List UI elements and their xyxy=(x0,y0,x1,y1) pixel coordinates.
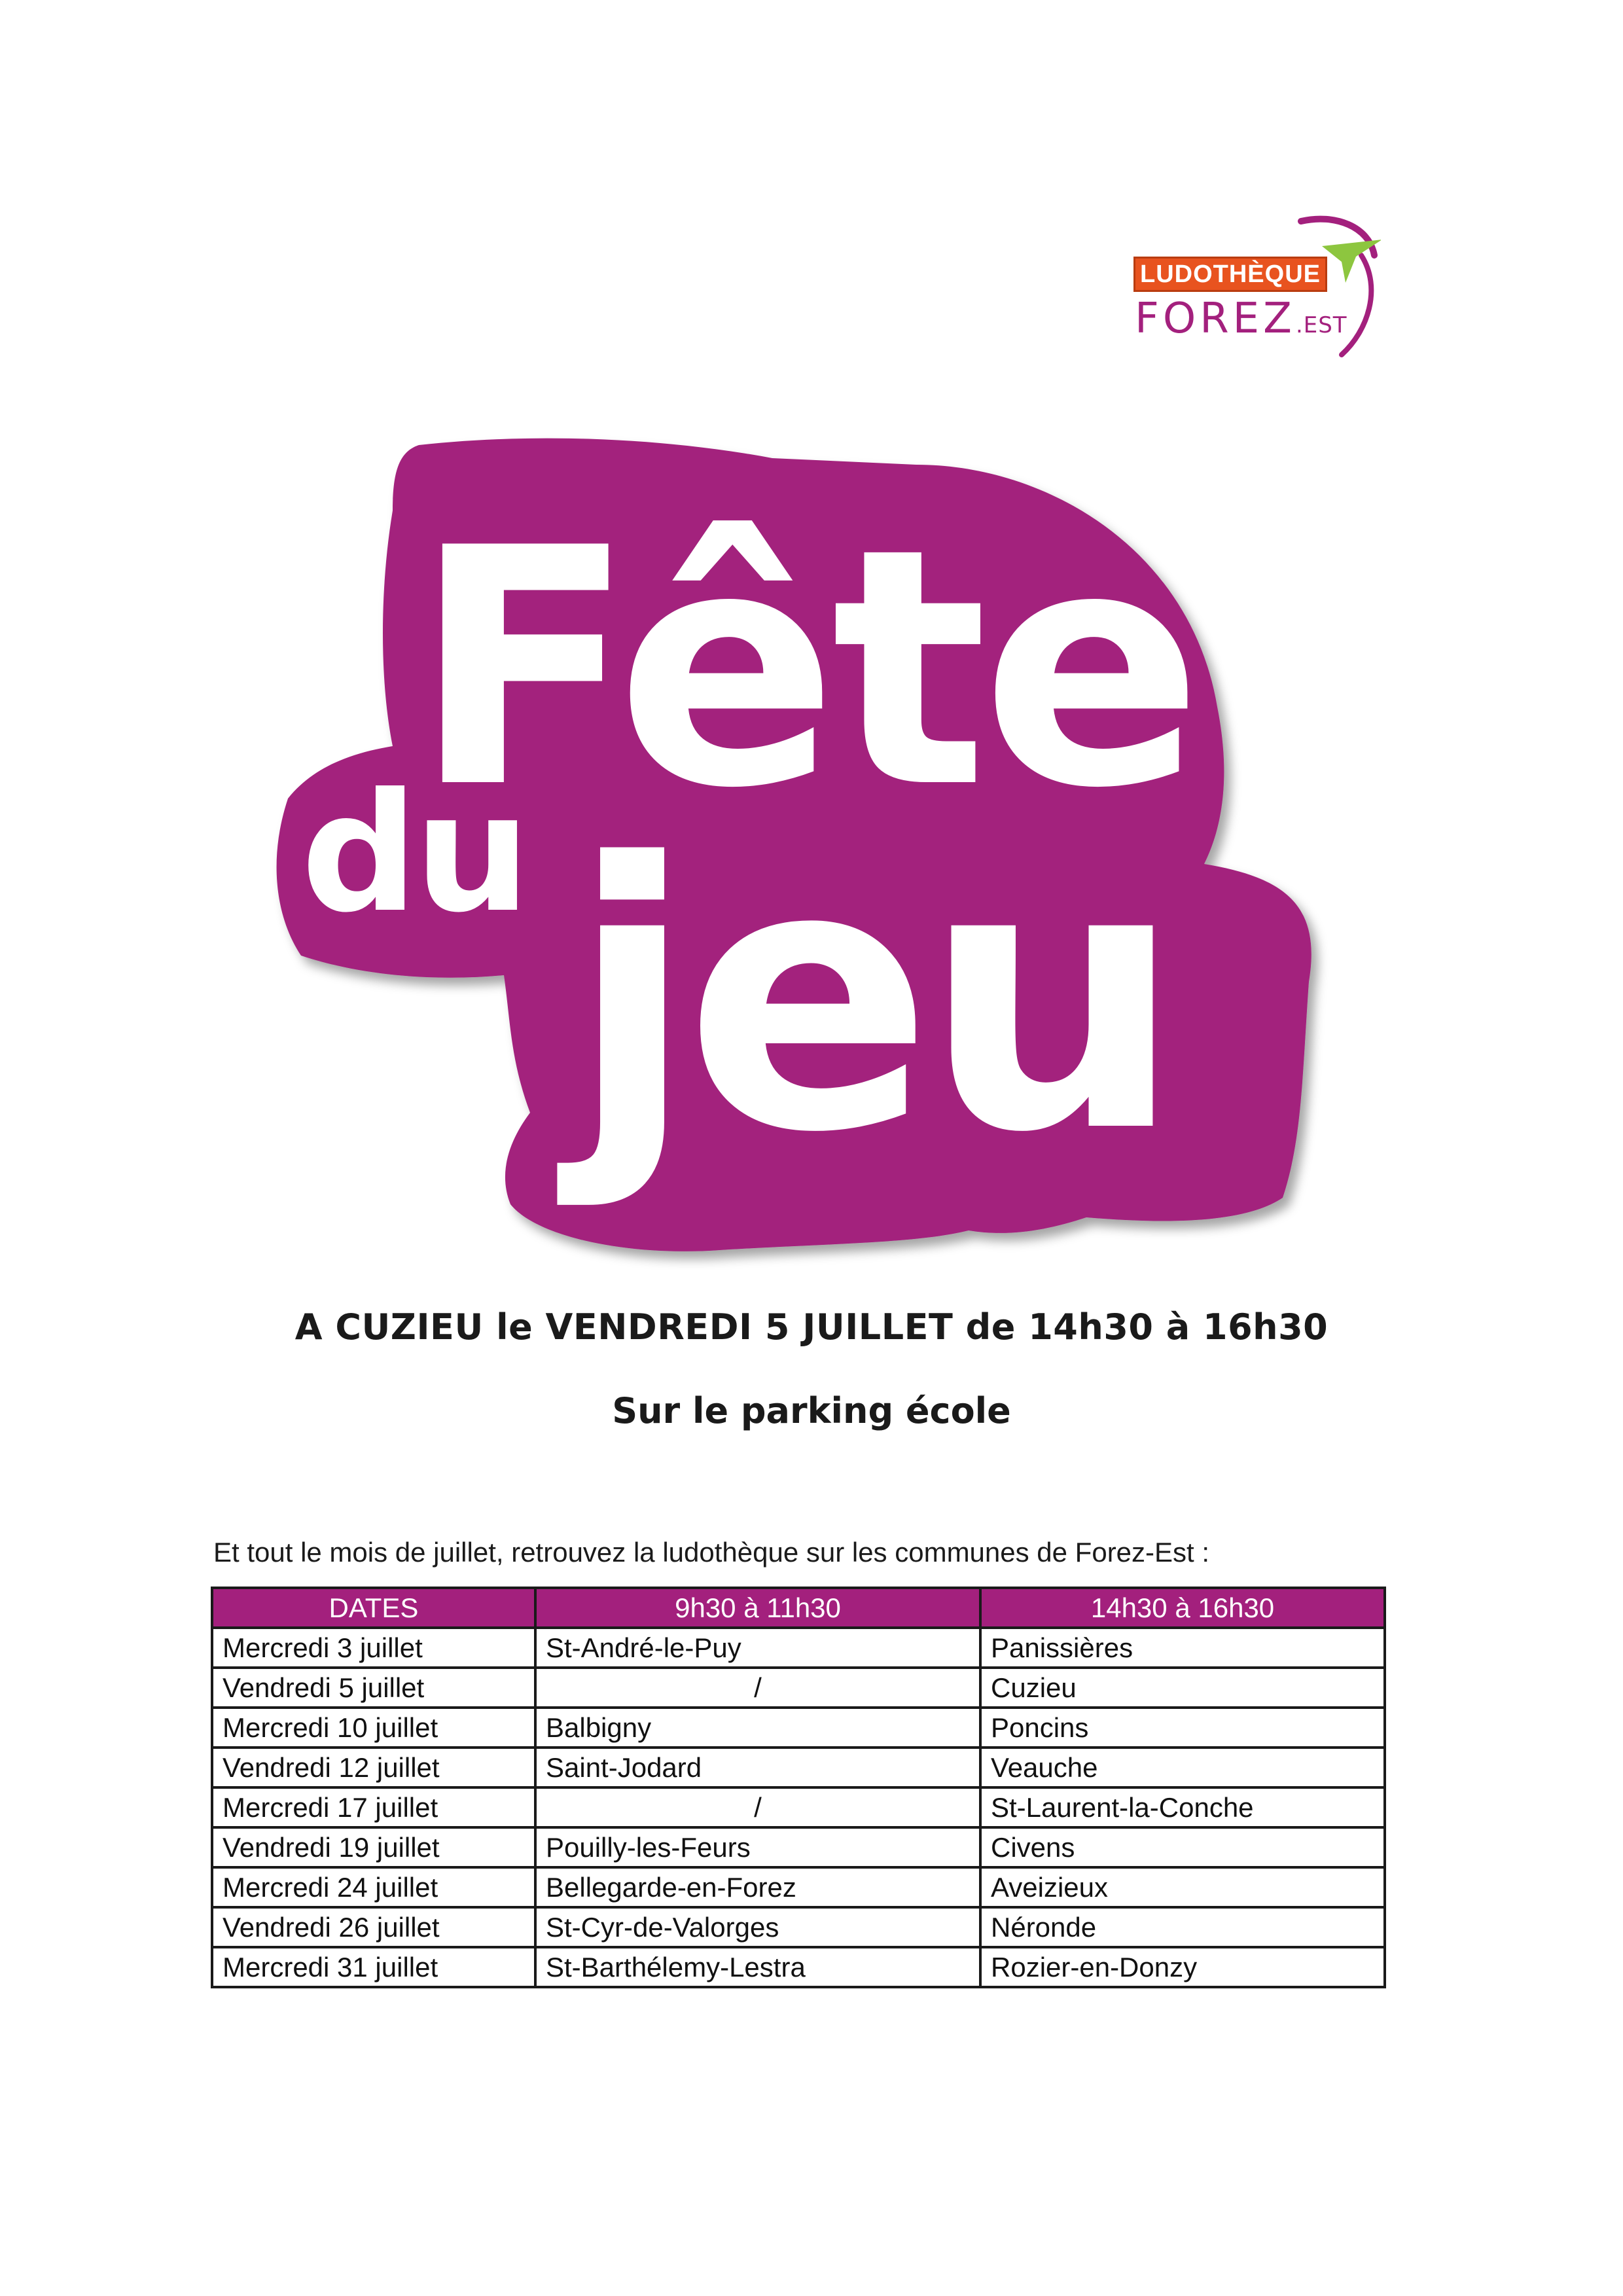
header-morning: 9h30 à 11h30 xyxy=(535,1588,980,1628)
afternoon-cell: Civens xyxy=(980,1827,1385,1867)
afternoon-cell: Veauche xyxy=(980,1748,1385,1787)
morning-cell: Pouilly-les-Feurs xyxy=(535,1827,980,1867)
table-row xyxy=(212,1748,1385,1787)
afternoon-cell: Poncins xyxy=(980,1708,1385,1748)
morning-cell: / xyxy=(535,1668,980,1708)
table-header-row xyxy=(212,1588,1385,1628)
morning-cell: St-André-le-Puy xyxy=(535,1628,980,1668)
morning-cell: / xyxy=(535,1787,980,1827)
event-location: Sur le parking école xyxy=(612,1390,1011,1431)
date-cell: Vendredi 12 juillet xyxy=(212,1748,535,1787)
morning-cell: St-Cyr-de-Valorges xyxy=(535,1907,980,1947)
table-row xyxy=(212,1787,1385,1827)
morning-cell: St-Barthélemy-Lestra xyxy=(535,1947,980,1987)
title-fete: Fête xyxy=(412,478,1197,859)
title-artwork xyxy=(262,432,1361,1270)
afternoon-cell: Cuzieu xyxy=(980,1668,1385,1708)
header-afternoon: 14h30 à 16h30 xyxy=(980,1588,1385,1628)
date-cell: Vendredi 26 juillet xyxy=(212,1907,535,1947)
table-row xyxy=(212,1668,1385,1708)
logo-badge: LUDOTHÈQUE xyxy=(1133,257,1327,292)
logo-suffix: .EST xyxy=(1295,312,1347,338)
table-row xyxy=(212,1867,1385,1907)
header-dates: DATES xyxy=(212,1588,535,1628)
event-headline: A CUZIEU le VENDREDI 5 JUILLET de 14h30 à 16h30 xyxy=(294,1306,1329,1348)
morning-cell: Balbigny xyxy=(535,1708,980,1748)
date-cell: Mercredi 10 juillet xyxy=(212,1708,535,1748)
afternoon-cell: Panissières xyxy=(980,1628,1385,1668)
schedule-table xyxy=(211,1587,1386,1988)
table-row xyxy=(212,1708,1385,1748)
morning-cell: Saint-Jodard xyxy=(535,1748,980,1787)
afternoon-cell: St-Laurent-la-Conche xyxy=(980,1787,1385,1827)
title-jeu: jeu xyxy=(569,786,1173,1213)
table-row xyxy=(212,1907,1385,1947)
title-du: du xyxy=(301,758,527,948)
date-cell: Vendredi 5 juillet xyxy=(212,1668,535,1708)
morning-cell: Bellegarde-en-Forez xyxy=(535,1867,980,1907)
logo-name-text: FOREZ xyxy=(1135,295,1296,343)
table-row xyxy=(212,1827,1385,1867)
date-cell: Mercredi 3 juillet xyxy=(212,1628,535,1668)
date-cell: Vendredi 19 juillet xyxy=(212,1827,535,1867)
intro-text: Et tout le mois de juillet, retrouvez la ludothèque sur les communes de Forez-Est : xyxy=(213,1537,1210,1568)
table-row xyxy=(212,1628,1385,1668)
date-cell: Mercredi 24 juillet xyxy=(212,1867,535,1907)
table-row xyxy=(212,1947,1385,1987)
afternoon-cell: Rozier-en-Donzy xyxy=(980,1947,1385,1987)
date-cell: Mercredi 17 juillet xyxy=(212,1787,535,1827)
logo-name xyxy=(1135,296,1347,348)
date-cell: Mercredi 31 juillet xyxy=(212,1947,535,1987)
afternoon-cell: Néronde xyxy=(980,1907,1385,1947)
ludotheque-logo xyxy=(1126,209,1381,360)
afternoon-cell: Aveizieux xyxy=(980,1867,1385,1907)
